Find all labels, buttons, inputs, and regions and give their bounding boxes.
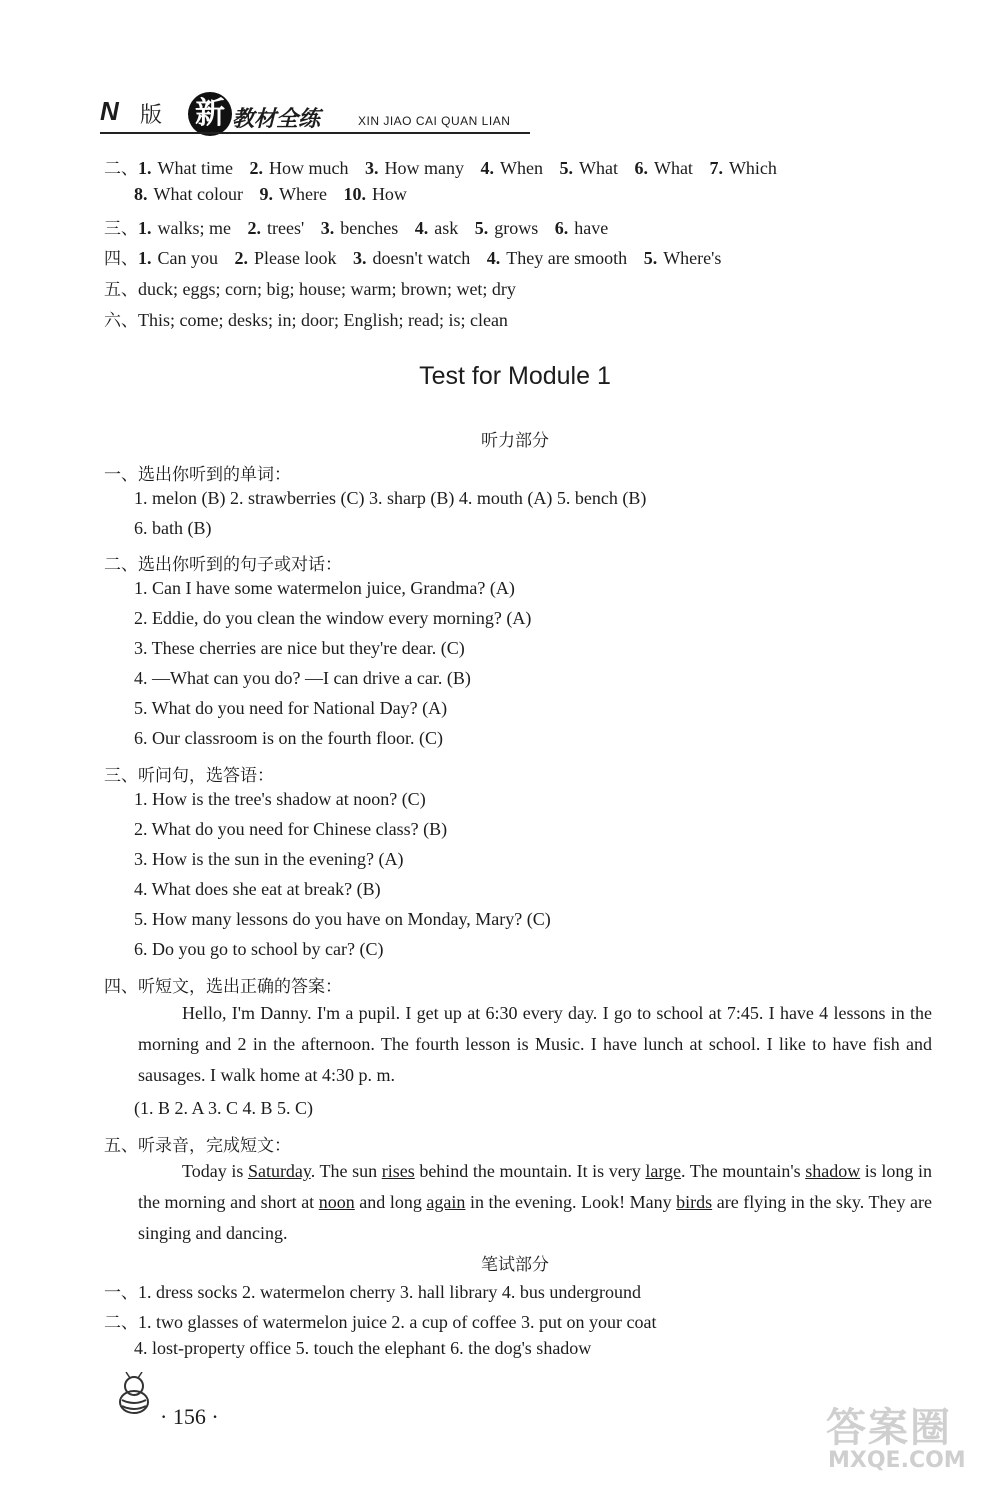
answer-line: 8. What colour 9. Where 10. How [134, 184, 407, 204]
answer-line: 2. Eddie, do you clean the window every morning? (A) [134, 608, 532, 628]
answer-line: 4. —What can you do? —I can drive a car. (B) [134, 668, 471, 688]
answer-line: 二、1. What time 2. How much 3. How many 4. When 5. What 6. What 7. Which [104, 158, 777, 179]
cloze-passage: Today is Saturday. The sun rises behind the mountain. It is very large. The mountain's shadow is long in the morning and short at noon and long again in the evening. Look! Many birds are flying in the sky. They are singing and dancing. [138, 1161, 932, 1243]
edition-letter: N [100, 96, 119, 126]
page-number: · 156 · [160, 1404, 219, 1429]
answer-line: 6. bath (B) [134, 518, 212, 538]
filled-blank: large [645, 1161, 682, 1181]
answer-line: 6. Do you go to school by car? (C) [134, 939, 384, 959]
watermark: 答案圈 MXQE.COM [826, 1405, 966, 1473]
answer-line: 5. How many lessons do you have on Monday, Mary? (C) [134, 909, 551, 929]
answer-line: 3. These cherries are nice but they're dear. (C) [134, 638, 465, 658]
section-heading: 一、选出你听到的单词： [104, 465, 291, 485]
answer-line: 四、1. Can you 2. Please look 3. doesn't watch 4. They are smooth 5. Where's [104, 248, 722, 269]
answer-line: 1. How is the tree's shadow at noon? (C) [134, 789, 426, 809]
answer-line: 4. lost-property office 5. touch the elephant 6. the dog's shadow [134, 1338, 592, 1358]
test-title: Test for Module 1 [419, 362, 611, 390]
edition-label: 版 [140, 102, 163, 127]
answer-line: 一、1. dress socks 2. watermelon cherry 3. hall library 4. bus underground [104, 1282, 642, 1303]
book-title-pinyin: XIN JIAO CAI QUAN LIAN [358, 114, 511, 128]
header-rule [100, 132, 530, 134]
written-section-title: 笔试部分 [481, 1255, 549, 1275]
answer-line: 三、1. walks; me 2. trees' 3. benches 4. ask 5. grows 6. have [104, 218, 609, 239]
answer-line: 2. What do you need for Chinese class? (B) [134, 819, 448, 839]
book-title: 教材全练 [232, 107, 321, 132]
section-heading: 三、听问句，选答语： [104, 766, 274, 786]
section-heading: 四、听短文，选出正确的答案： [104, 977, 342, 997]
filled-blank: Saturday [247, 1161, 311, 1181]
answer-line: 五、duck; eggs; corn; big; house; warm; brown; wet; dry [104, 279, 516, 300]
answer-line: 二、1. two glasses of watermelon juice 2. a cup of coffee 3. put on your coat [104, 1312, 657, 1333]
filled-blank: shadow [805, 1161, 861, 1181]
bee-mascot-icon [112, 1372, 156, 1418]
filled-blank: again [426, 1192, 466, 1212]
logo-badge: 新 [188, 92, 232, 136]
answer-line: 1. Can I have some watermelon juice, Grandma? (A) [134, 578, 515, 598]
section-heading: 二、选出你听到的句子或对话： [104, 555, 342, 575]
answer-line: 3. How is the sun in the evening? (A) [134, 849, 404, 869]
answer-line: 6. Our classroom is on the fourth floor. (C) [134, 728, 443, 748]
section-heading: 五、听录音，完成短文： [104, 1136, 291, 1156]
answer-line: (1. B 2. A 3. C 4. B 5. C) [134, 1098, 314, 1118]
filled-blank: rises [381, 1161, 415, 1181]
answer-line: 4. What does she eat at break? (B) [134, 879, 381, 899]
listening-section-title: 听力部分 [481, 431, 549, 451]
passage: Hello, I'm Danny. I'm a pupil. I get up at 6:30 every day. I go to school at 7:45. I have 4 lessons in the morning and 2 in the afternoon. The fourth lesson is Music. I have lunch at school. I like to have fish and sausages. I walk home at 4:30 p. m. [138, 1003, 932, 1085]
book-header [100, 92, 520, 140]
answer-line: 六、This; come; desks; in; door; English; read; is; clean [104, 310, 508, 331]
answer-line: 1. melon (B) 2. strawberries (C) 3. sharp (B) 4. mouth (A) 5. bench (B) [134, 488, 647, 508]
filled-blank: birds [676, 1192, 713, 1212]
answer-line: 5. What do you need for National Day? (A) [134, 698, 448, 718]
filled-blank: noon [318, 1192, 355, 1212]
